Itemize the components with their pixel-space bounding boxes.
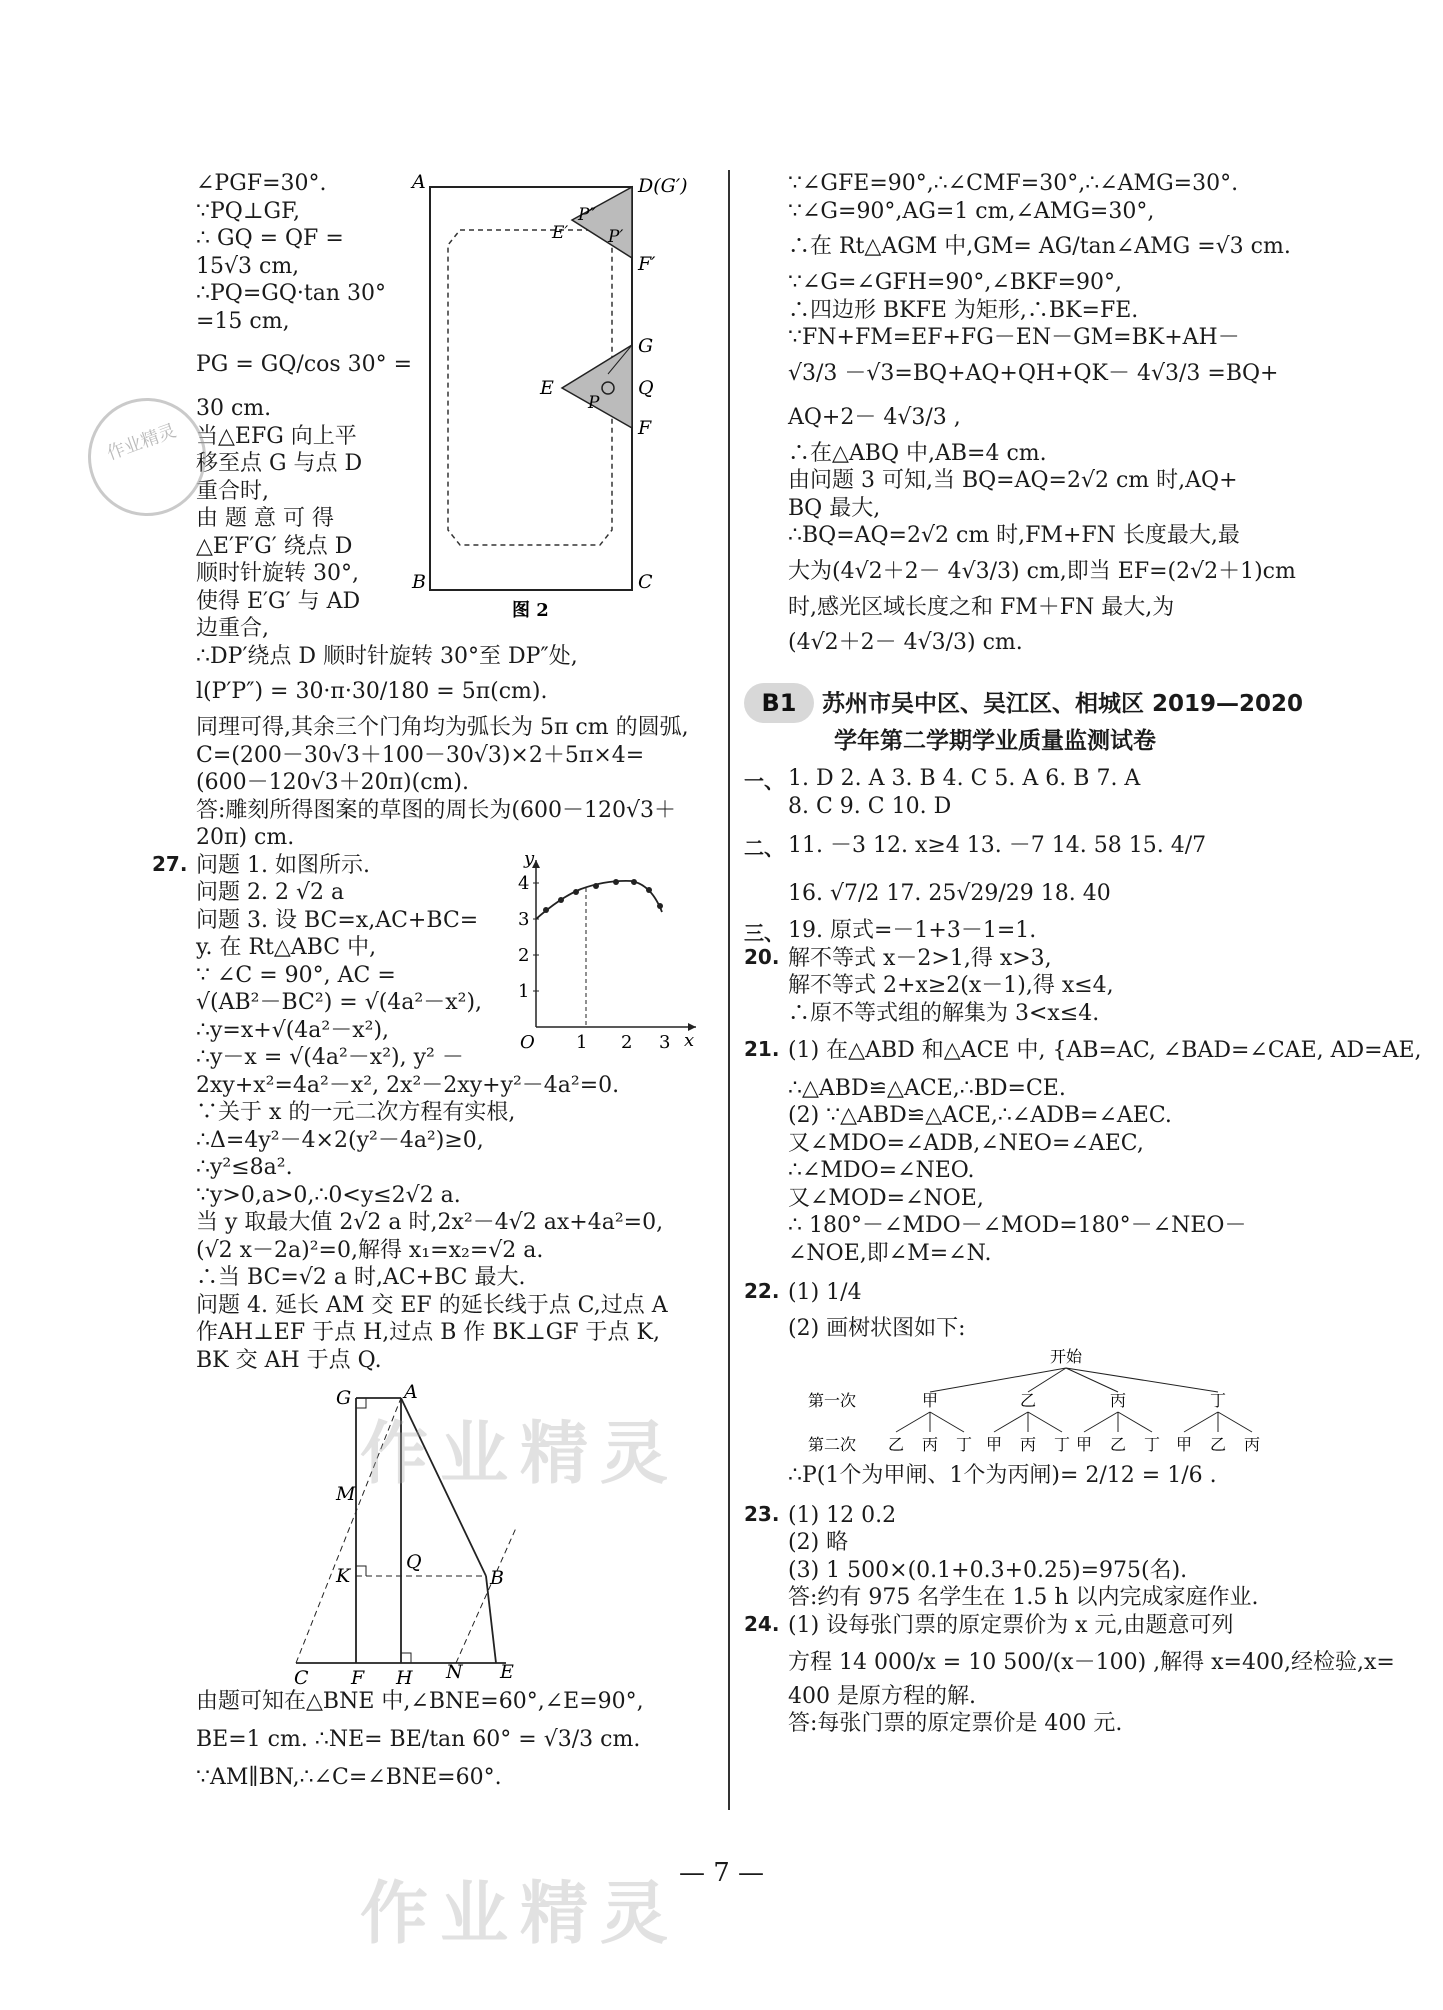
text-line: ∴PQ=GQ·tan 30° xyxy=(196,281,386,306)
question-number: 27. xyxy=(152,851,188,876)
text-line: 30 cm. xyxy=(196,396,272,421)
text-line: ∵ ∠C = 90°, AC = xyxy=(196,962,396,988)
text-line: 由 题 意 可 得 xyxy=(196,506,334,531)
answer-number: 20. xyxy=(744,944,780,969)
answer-row xyxy=(744,832,1298,860)
section-badge: B1 xyxy=(744,683,814,723)
section-header xyxy=(761,683,1304,759)
text-line: BK 交 AH 于点 Q. xyxy=(196,1347,382,1373)
tree-leaf: 乙 xyxy=(1210,1435,1227,1454)
question-27 xyxy=(152,847,716,1792)
answer-row xyxy=(788,1710,1298,1738)
text-line: 同理可得,其余三个门角均为弧长为 5π cm 的圆弧, xyxy=(196,715,689,740)
answer-text: 8. C 9. C 10. D xyxy=(788,793,952,819)
watermark-stamp: 作业精灵 xyxy=(71,381,222,532)
answer-text: 答:每张门票的原定票价是 400 元. xyxy=(788,1711,1123,1736)
text-line: ∴Δ=4y²－4×2(y²－4a²)≥0, xyxy=(196,1127,484,1153)
answer-row xyxy=(788,1130,1298,1158)
text-line: ∠PGF=30°. xyxy=(196,171,327,196)
answer-text: 解不等式 2+x≥2(x－1),得 x≤4, xyxy=(788,973,1114,998)
answer-row xyxy=(788,880,1298,908)
text-line: l(P′P″) = 30·π·30/180 = 5π(cm). xyxy=(196,679,548,704)
answer-number: 22. xyxy=(744,1279,780,1303)
answer-text: ∴原不等式组的解集为 3<x≤4. xyxy=(788,1000,1100,1026)
column-divider xyxy=(728,170,730,1810)
figure-2 xyxy=(412,170,712,620)
answer-row xyxy=(788,1649,1395,1677)
fig2-label: F xyxy=(638,417,652,439)
fig2-caption: 图 2 xyxy=(512,600,549,621)
answer-text: (2) 画树状图如下: xyxy=(788,1315,966,1341)
text-line: ∵PQ⊥GF, xyxy=(196,198,300,224)
answer-text: 方程 14 000/x = 10 500/(x－100) ,解得 x=400,经检验,x= xyxy=(788,1650,1395,1675)
section-title-line1: 苏州市吴中区、吴江区、相城区 2019—2020 xyxy=(822,691,1304,717)
text-line: BE=1 cm. ∴NE= BE/tan 60° = √3/3 cm. xyxy=(196,1726,641,1752)
text-line: 答:雕刻所得图案的草图的周长为(600－120√3＋ xyxy=(196,797,676,823)
answer-text: (1) 设每张门票的原定票价为 x 元,由题意可列 xyxy=(788,1612,1234,1638)
text-line: 当 y 取最大值 2√2 a 时,2x²－4√2 ax+4a²=0, xyxy=(196,1210,664,1235)
text-line: 顺时针旋转 30°, xyxy=(196,561,359,586)
text-line: ∴四边形 BKFE 为矩形,∴BK=FE. xyxy=(788,297,1139,323)
answer-list xyxy=(744,765,1422,1342)
page-number: — 7 — xyxy=(678,1858,765,1888)
graph-tick: 3 xyxy=(518,908,530,930)
answer-row xyxy=(788,1315,1298,1343)
text-line: 问题 1. 如图所示. xyxy=(196,852,370,878)
text-line: 边重合, xyxy=(196,616,269,641)
fig2-label: P″ xyxy=(578,205,596,225)
text-line: 问题 2. 2 √2 a xyxy=(196,880,345,905)
section-title-line2: 学年第二学期学业质量监测试卷 xyxy=(834,728,1156,754)
answer-row xyxy=(788,1102,1298,1130)
graph-tick: 2 xyxy=(621,1031,633,1053)
fig2-label: E′ xyxy=(552,223,569,243)
text-line: ∴当 BC=√2 a 时,AC+BC 最大. xyxy=(196,1265,526,1290)
left-column xyxy=(152,170,716,1791)
text-line: 问题 4. 延长 AM 交 EF 的延长线于点 C,过点 A xyxy=(196,1292,668,1318)
text-line: 问题 3. 设 BC=x,AC+BC= xyxy=(196,907,479,933)
text-line: ∴y²≤8a². xyxy=(196,1155,293,1180)
answer-text: (3) 1 500×(0.1+0.3+0.25)=975(名). xyxy=(788,1557,1188,1583)
answer-row xyxy=(788,793,1298,821)
text-line: 作AH⊥EF 于点 H,过点 B 作 BK⊥GF 于点 K, xyxy=(196,1320,660,1345)
fig2-label: D(G′) xyxy=(638,175,688,197)
answer-row xyxy=(788,1240,1298,1268)
answer-row xyxy=(788,1185,1298,1213)
text-line: ∵y>0,a>0,∴0<y≤2√2 a. xyxy=(196,1182,461,1208)
fig-label: N xyxy=(446,1661,463,1683)
answer-row xyxy=(788,1212,1298,1240)
text-line: ∵∠G=90°,AG=1 cm,∠AMG=30°, xyxy=(788,198,1155,224)
answer-text: 解不等式 x－2>1,得 x>3, xyxy=(788,945,1052,971)
text-line: (4√2＋2－ 4√3/3) cm. xyxy=(788,630,1023,655)
text-line: ∴在 Rt△AGM 中,GM= AG/tan∠AMG =√3 cm. xyxy=(788,234,1291,259)
text-line: 时,感光区域长度之和 FM＋FN 最大,为 xyxy=(788,594,1175,620)
fig2-label: A xyxy=(412,171,426,193)
answer-text: ∴ 180°－∠MDO－∠MOD=180°－∠NEO－ xyxy=(788,1213,1247,1238)
tree-node: 乙 xyxy=(1020,1391,1037,1410)
text-line: ∵∠G=∠GFH=90°,∠BKF=90°, xyxy=(788,270,1123,295)
answer-row xyxy=(744,1279,1298,1307)
answer-text: 16. √7/2 17. 25√29/29 18. 40 xyxy=(788,880,1111,906)
answer-text: 又∠MDO=∠ADB,∠NEO=∠AEC, xyxy=(788,1130,1144,1156)
watermark-text: 作业精灵 xyxy=(360,1415,681,1494)
tree-leaf: 甲 xyxy=(986,1435,1003,1454)
answer-text: (1) 在△ABD 和△ACE 中, {AB=AC, ∠BAD=∠CAE, AD=AE, xyxy=(788,1038,1422,1063)
answer-text: 1. D 2. A 3. B 4. C 5. A 6. B 7. A xyxy=(788,766,1141,791)
watermark-text: 作业精灵 xyxy=(360,1875,681,1954)
left-top-text xyxy=(196,170,413,643)
fig-label: A xyxy=(404,1381,418,1403)
fig-label: K xyxy=(336,1565,351,1587)
text-line: 15√3 cm, xyxy=(196,253,300,279)
tree-leaf: 乙 xyxy=(888,1435,905,1454)
tree-leaf: 丙 xyxy=(1020,1435,1037,1454)
answer-row xyxy=(788,1557,1298,1585)
answer-row xyxy=(744,1501,1298,1530)
fig-label: G xyxy=(336,1387,352,1409)
text-line: AQ+2－ 4√3/3 , xyxy=(788,404,961,430)
text-line: ∴y=x+√(4a²－x²), xyxy=(196,1017,390,1043)
answer-text: 11. －3 12. x≥4 13. －7 14. 58 15. 4/7 xyxy=(788,833,1207,858)
answer-row xyxy=(788,1075,1298,1103)
text-line: △E′F′G′ 绕点 D xyxy=(196,533,353,559)
graph-y-vs-x xyxy=(506,847,706,1053)
text-line: ∵FN+FM=EF+FG－EN－GM=BK+AH－ xyxy=(788,325,1240,350)
graph-tick: 1 xyxy=(576,1031,588,1053)
text-line: 移至点 G 与点 D xyxy=(196,451,363,476)
answer-text: 400 是原方程的解. xyxy=(788,1683,976,1709)
answer-row xyxy=(788,1462,1298,1490)
text-line: 20π) cm. xyxy=(196,825,295,850)
text-line: 2xy+x²=4a²－x², 2x²－2xy+y²－4a²=0. xyxy=(196,1072,620,1098)
tree-leaf: 丁 xyxy=(1054,1435,1071,1454)
text-line: ∴BQ=AQ=2√2 cm 时,FM+FN 长度最大,最 xyxy=(788,523,1240,548)
answer-number: 一、 xyxy=(744,769,784,793)
tree-leaf: 丁 xyxy=(1144,1435,1161,1454)
answer-row xyxy=(744,944,1298,973)
text-line: 当△EFG 向上平 xyxy=(196,423,357,449)
answer-text: 19. 原式=－1+3－1=1. xyxy=(788,918,1037,943)
fig-label: M xyxy=(336,1483,356,1505)
answer-row xyxy=(788,1157,1298,1185)
text-line: ∵关于 x 的一元二次方程有实根, xyxy=(196,1100,516,1125)
text-line: √3/3 －√3=BQ+AQ+QH+QK－ 4√3/3 =BQ+ xyxy=(788,360,1279,386)
tree-node: 甲 xyxy=(922,1391,939,1410)
text-line: ∴DP′绕点 D 顺时针旋转 30°至 DP″处, xyxy=(196,643,578,669)
text-line: (600－120√3＋20π)(cm). xyxy=(196,770,469,795)
graph-axis-name: y xyxy=(524,847,535,869)
fig2-label: C xyxy=(638,571,653,593)
answer-row xyxy=(744,765,1298,793)
text-line: √(AB²－BC²) = √(4a²－x²), xyxy=(196,990,483,1015)
text-line: 由题可知在△BNE 中,∠BNE=60°,∠E=90°, xyxy=(196,1689,644,1714)
tree-node: 丁 xyxy=(1210,1391,1227,1410)
tree-node: 丙 xyxy=(1110,1391,1127,1410)
fig2-label: B xyxy=(412,571,426,593)
fig-label: F xyxy=(351,1667,365,1689)
answer-row xyxy=(744,1611,1298,1640)
fig2-label: Q xyxy=(638,377,654,399)
fig-label: H xyxy=(396,1667,413,1689)
answer-text: ∠NOE,即∠M=∠N. xyxy=(788,1240,992,1266)
graph-tick: 4 xyxy=(518,872,530,894)
tree-leaf: 甲 xyxy=(1076,1435,1093,1454)
answer-text: 又∠MOD=∠NOE, xyxy=(788,1185,984,1211)
answer-row xyxy=(788,972,1298,1000)
answer-number: 24. xyxy=(744,1611,780,1636)
graph-tick: 2 xyxy=(518,944,530,966)
text-line: (√2 x－2a)²=0,解得 x₁=x₂=√2 a. xyxy=(196,1237,544,1263)
fig2-label: E xyxy=(540,377,554,399)
answer-list-2 xyxy=(744,1462,1395,1738)
tree-leaf: 丙 xyxy=(922,1435,939,1454)
text-line: PG = GQ/cos 30° = xyxy=(196,352,413,377)
fig2-label: P′ xyxy=(608,227,624,247)
graph-axis-name: x xyxy=(684,1029,695,1051)
answer-text: ∴△ABD≌△ACE,∴BD=CE. xyxy=(788,1075,1066,1101)
answer-row xyxy=(788,1683,1298,1711)
graph-tick: 3 xyxy=(659,1031,671,1053)
answer-text: (1) 1/4 xyxy=(788,1280,862,1305)
graph-tick: O xyxy=(520,1031,535,1053)
text-line: ∴ GQ = QF = xyxy=(196,226,344,251)
fig-label: E xyxy=(500,1661,514,1683)
left-text-continued xyxy=(196,643,716,852)
fig-label: Q xyxy=(406,1551,422,1573)
fig2-label: F′ xyxy=(638,253,656,275)
tree-leaf: 丙 xyxy=(1244,1435,1261,1454)
answer-text: (2) 略 xyxy=(788,1530,849,1555)
text-line: C=(200－30√3＋100－30√3)×2＋5π×4= xyxy=(196,742,645,768)
answer-text: 答:约有 975 名学生在 1.5 h 以内完成家庭作业. xyxy=(788,1585,1259,1610)
text-line: =15 cm, xyxy=(196,308,290,334)
tree-leaf: 乙 xyxy=(1110,1435,1127,1454)
answer-row xyxy=(788,1584,1298,1612)
text-line: y. 在 Rt△ABC 中, xyxy=(196,935,377,960)
answer-text: (1) 12 0.2 xyxy=(788,1502,897,1528)
answer-row xyxy=(788,1000,1298,1028)
text-line: 大为(4√2＋2－ 4√3/3) cm,即当 EF=(2√2＋1)cm xyxy=(788,558,1296,584)
text-line: BQ 最大, xyxy=(788,495,881,521)
graph-tick: 1 xyxy=(518,980,530,1002)
answer-number: 21. xyxy=(744,1037,780,1061)
text-line: 重合时, xyxy=(196,478,269,504)
tree-diagram xyxy=(788,1346,1298,1456)
fig2-label: P xyxy=(588,393,600,413)
fig-label: C xyxy=(294,1667,309,1689)
text-line: 由问题 3 可知,当 BQ=AQ=2√2 cm 时,AQ+ xyxy=(788,468,1238,493)
answer-text: (2) ∵△ABD≌△ACE,∴∠ADB=∠AEC. xyxy=(788,1103,1172,1128)
text-line: ∵AM∥BN,∴∠C=∠BNE=60°. xyxy=(196,1764,502,1790)
answer-number: 三、 xyxy=(744,921,784,945)
text-line: 使得 E′G′ 与 AD xyxy=(196,588,361,614)
right-column xyxy=(744,170,1422,1738)
text-line: ∴在△ABQ 中,AB=4 cm. xyxy=(788,440,1047,466)
text-line: ∴y－x = √(4a²－x²), y² － xyxy=(196,1045,464,1070)
answer-row xyxy=(744,917,1298,945)
answer-number: 23. xyxy=(744,1501,780,1526)
answer-number: 二、 xyxy=(744,836,784,860)
answer-row xyxy=(744,1037,1422,1065)
answer-row xyxy=(788,1529,1298,1557)
tree-row-label: 第二次 xyxy=(808,1435,857,1454)
text-line: ∵∠GFE=90°,∴∠CMF=30°,∴∠AMG=30°. xyxy=(788,171,1239,196)
tree-row-label: 第一次 xyxy=(808,1391,857,1410)
tree-leaf: 甲 xyxy=(1176,1435,1193,1454)
fig-label: B xyxy=(490,1567,504,1589)
fig2-label: G xyxy=(638,335,654,357)
tree-leaf: 丁 xyxy=(956,1435,973,1454)
tree-start: 开始 xyxy=(1050,1347,1083,1366)
answer-text: ∴P(1个为甲闸、1个为丙闸)= 2/12 = 1/6 . xyxy=(788,1463,1217,1488)
answer-text: ∴∠MDO=∠NEO. xyxy=(788,1158,975,1183)
